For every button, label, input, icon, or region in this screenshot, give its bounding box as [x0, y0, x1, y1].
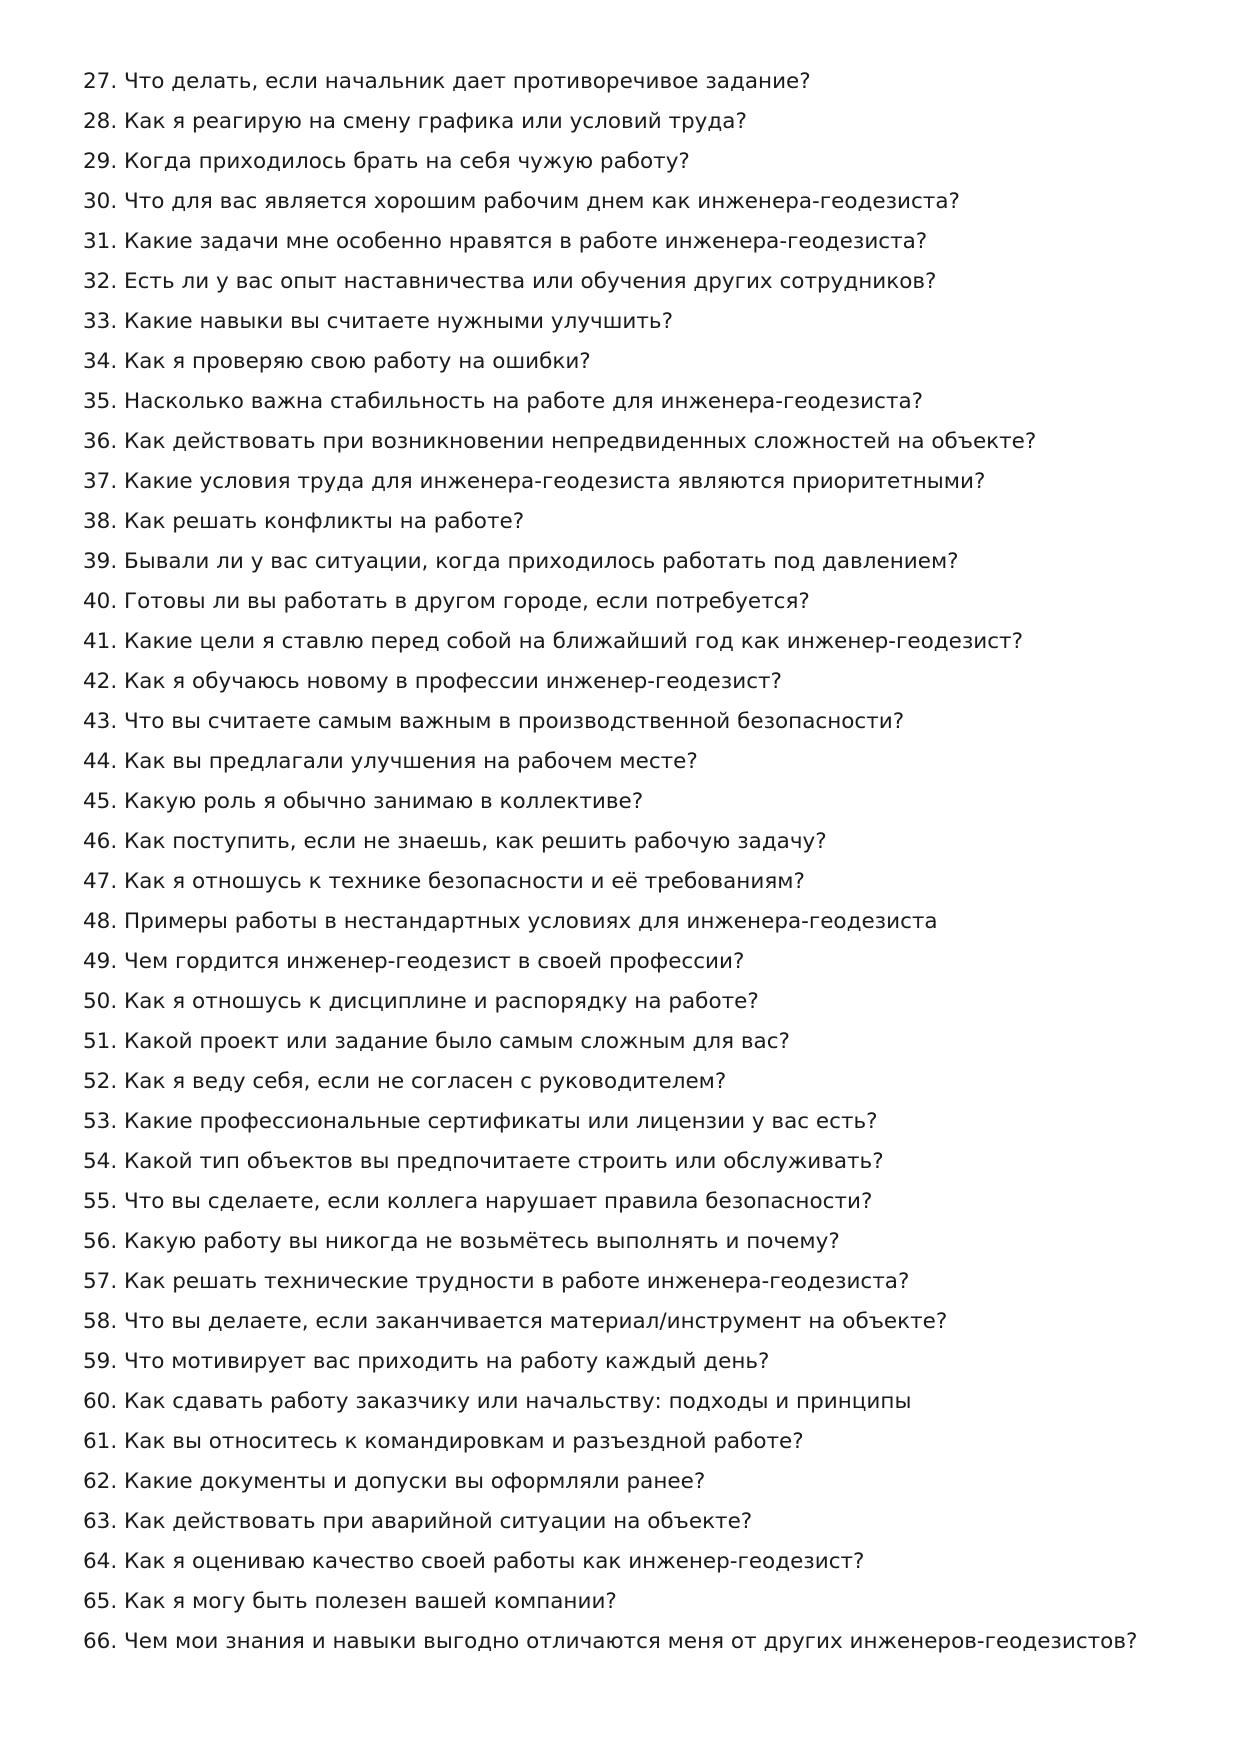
question-item: 66. Чем мои знания и навыки выгодно отличаются меня от других инженеров-геодезистов?	[83, 1629, 1138, 1654]
question-item: 59. Что мотивирует вас приходить на работу каждый день?	[83, 1349, 770, 1374]
question-item: 41. Какие цели я ставлю перед собой на ближайший год как инженер-геодезист?	[83, 629, 1023, 654]
question-item: 46. Как поступить, если не знаешь, как решить рабочую задачу?	[83, 829, 827, 854]
question-item: 35. Насколько важна стабильность на работе для инженера-геодезиста?	[83, 389, 924, 414]
question-item: 37. Какие условия труда для инженера-геодезиста являются приоритетными?	[83, 469, 986, 494]
question-item: 43. Что вы считаете самым важным в производственной безопасности?	[83, 709, 905, 734]
question-item: 39. Бывали ли у вас ситуации, когда приходилось работать под давлением?	[83, 549, 959, 574]
question-item: 30. Что для вас является хорошим рабочим днем как инженера-геодезиста?	[83, 189, 960, 214]
question-item: 54. Какой тип объектов вы предпочитаете строить или обслуживать?	[83, 1149, 884, 1174]
question-item: 65. Как я могу быть полезен вашей компании?	[83, 1589, 617, 1614]
question-item: 52. Как я веду себя, если не согласен с руководителем?	[83, 1069, 727, 1094]
question-item: 49. Чем гордится инженер-геодезист в своей профессии?	[83, 949, 745, 974]
question-item: 29. Когда приходилось брать на себя чужую работу?	[83, 149, 690, 174]
question-item: 34. Как я проверяю свою работу на ошибки?	[83, 349, 591, 374]
question-item: 44. Как вы предлагали улучшения на рабочем месте?	[83, 749, 698, 774]
question-item: 36. Как действовать при возникновении непредвиденных сложностей на объекте?	[83, 429, 1037, 454]
question-item: 57. Как решать технические трудности в работе инженера-геодезиста?	[83, 1269, 910, 1294]
question-list	[83, 62, 1137, 1662]
question-item: 53. Какие профессиональные сертификаты или лицензии у вас есть?	[83, 1109, 878, 1134]
question-item: 47. Как я отношусь к технике безопасности и её требованиям?	[83, 869, 805, 894]
question-item: 31. Какие задачи мне особенно нравятся в работе инженера-геодезиста?	[83, 229, 928, 254]
question-item: 28. Как я реагирую на смену графика или условий труда?	[83, 109, 747, 134]
question-item: 62. Какие документы и допуски вы оформляли ранее?	[83, 1469, 706, 1494]
question-item: 55. Что вы сделаете, если коллега нарушает правила безопасности?	[83, 1189, 873, 1214]
question-item: 45. Какую роль я обычно занимаю в коллективе?	[83, 789, 644, 814]
question-item: 32. Есть ли у вас опыт наставничества или обучения других сотрудников?	[83, 269, 937, 294]
question-item: 27. Что делать, если начальник дает противоречивое задание?	[83, 69, 811, 94]
question-item: 56. Какую работу вы никогда не возьмётесь выполнять и почему?	[83, 1229, 840, 1254]
question-item: 63. Как действовать при аварийной ситуации на объекте?	[83, 1509, 753, 1534]
question-item: 61. Как вы относитесь к командировкам и разъездной работе?	[83, 1429, 804, 1454]
question-item: 33. Какие навыки вы считаете нужными улучшить?	[83, 309, 674, 334]
question-item: 60. Как сдавать работу заказчику или начальству: подходы и принципы	[83, 1389, 912, 1414]
question-item: 40. Готовы ли вы работать в другом городе, если потребуется?	[83, 589, 810, 614]
question-item: 48. Примеры работы в нестандартных условиях для инженера-геодезиста	[83, 909, 938, 934]
question-item: 58. Что вы делаете, если заканчивается материал/инструмент на объекте?	[83, 1309, 948, 1334]
question-item: 38. Как решать конфликты на работе?	[83, 509, 525, 534]
question-item: 64. Как я оцениваю качество своей работы как инженер-геодезист?	[83, 1549, 865, 1574]
question-item: 42. Как я обучаюсь новому в профессии инженер-геодезист?	[83, 669, 782, 694]
question-item: 51. Какой проект или задание было самым сложным для вас?	[83, 1029, 790, 1054]
question-item: 50. Как я отношусь к дисциплине и распорядку на работе?	[83, 989, 759, 1014]
